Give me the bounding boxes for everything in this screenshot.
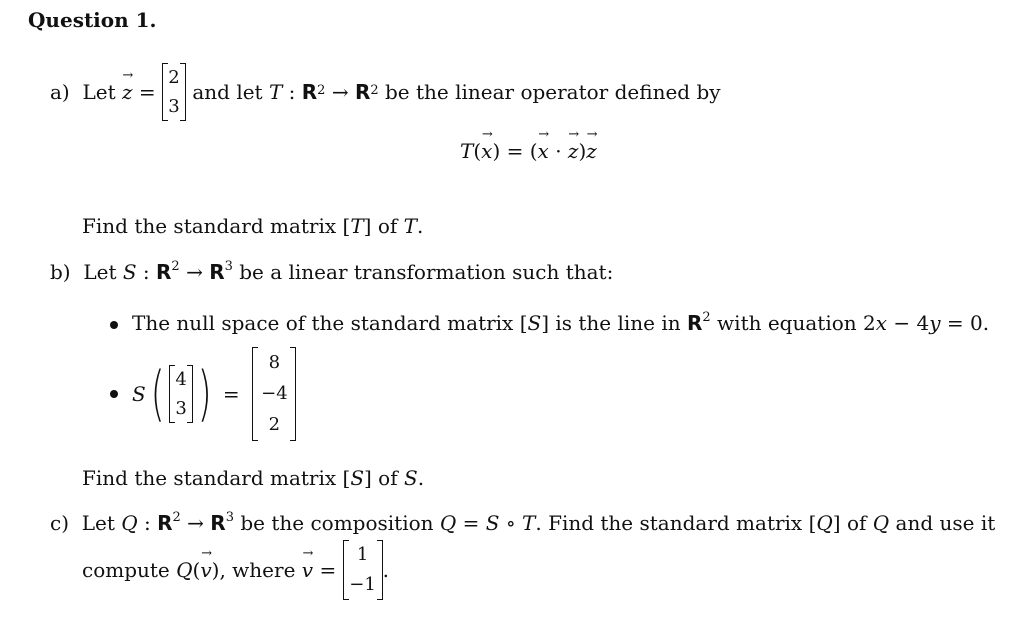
part-b-line1: b) Let S : $R^2 \to R^3$ be a linear transformation such that: [50, 259, 614, 284]
z-vector-symbol: z → [122, 82, 133, 102]
left-paren: ( [150, 359, 165, 429]
part-c-line2: compute Q ( v → ), where v → = 1 −1 . [82, 540, 389, 600]
question-heading: Question 1. [28, 8, 157, 32]
part-c-label: c) [50, 511, 70, 535]
part-b-label: b) [50, 260, 71, 284]
z-vector-matrix: 2 3 [162, 63, 186, 121]
output-vector-matrix: 8 −4 2 [252, 347, 296, 441]
part-b-bullet1: The null space of the standard matrix [S] is the line in $R^2$ with equation 2x − 4y = 0. [110, 313, 989, 333]
input-vector-matrix: 4 3 [169, 365, 193, 423]
part-a-display-equation: T(x →) = (x → · z →)z → [460, 141, 597, 161]
part-c-line1: c) Let Q : $R^2 \to R^3$ be the composition Q = S ∘ T. Find the standard matrix [Q] of Q and use it [50, 510, 996, 535]
bullet-marker [110, 390, 118, 398]
right-paren: ) [197, 359, 212, 429]
part-a-line1: a) Let z → = 2 3 and let T : R $^2$ → R $^2$ be the linear operator defined by [50, 63, 721, 121]
part-b-bullet2: S ( 4 3 ) = 8 −4 2 [110, 346, 296, 442]
bullet-marker [110, 321, 118, 329]
part-b-find: Find the standard matrix [S] of S. [82, 466, 425, 490]
v-vector-matrix: 1 −1 [343, 540, 383, 600]
part-a-find: Find the standard matrix [T] of T. [82, 214, 424, 238]
part-a-label: a) [50, 80, 70, 104]
